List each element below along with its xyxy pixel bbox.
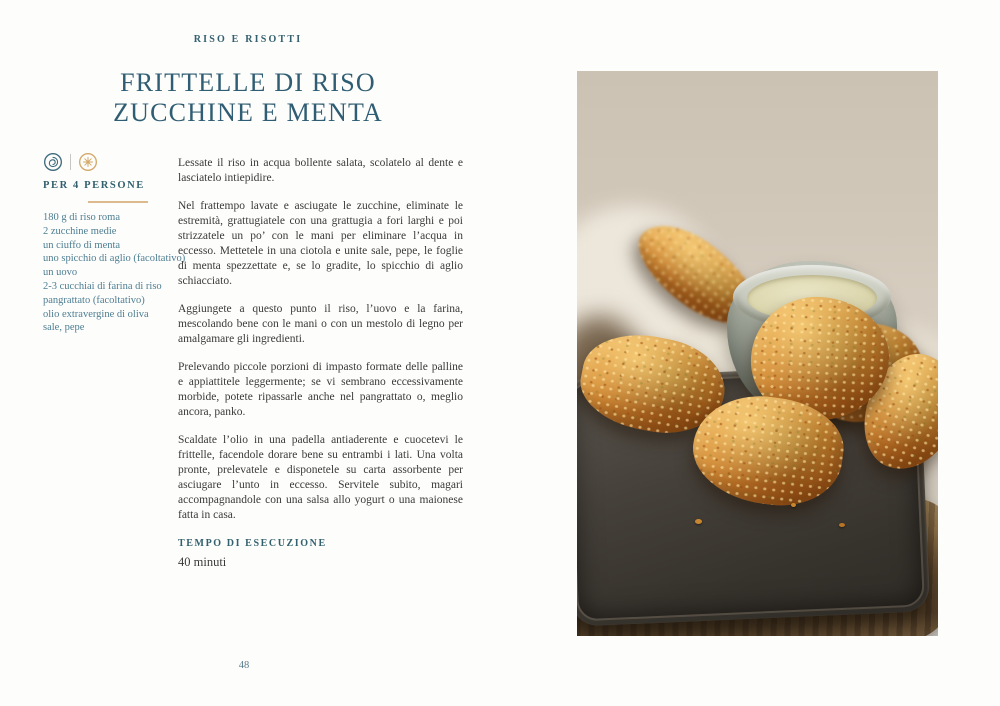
ingredient-item: 2 zucchine medie	[43, 225, 117, 237]
servings-label: PER 4 PERSONE	[43, 180, 145, 191]
ingredient-item: un uovo	[43, 267, 78, 279]
ingredient-sidebar	[43, 151, 193, 335]
crumb	[695, 519, 702, 524]
crumb	[839, 523, 845, 527]
ingredient-item: 2-3 cucchiai di farina di riso	[43, 280, 162, 292]
flower-badge-icon	[78, 152, 98, 172]
recipe-title-line1: FRITTELLE DI RISO	[120, 68, 376, 97]
recipe-title	[0, 68, 496, 128]
instruction-paragraph: Lessate il riso in acqua bollente salata, scolatelo al dente e lasciatelo intiepidire.	[178, 157, 463, 184]
instruction-paragraph: Nel frattempo lavate e asciugate le zucchine, eliminate le estremità, grattugiatele con una grattugia a fori larghi e poi strizzatele un po’ con le mani per eliminare l’acqua in eccesso. Mettetele in una ciotola e unite sale, pepe, le foglie di menta spezzettate e, se lo gradite, lo spicchio di aglio schiacciato.	[178, 200, 463, 287]
ingredient-item: un ciuffo di menta	[43, 239, 121, 251]
instruction-paragraph: Scaldate l’olio in una padella antiaderente e cuocetevi le frittelle, facendole dorare bene su entrambi i lati. Una volta pronte, prelevatele e disponetele su carta assorbente per asciugare l’unto in eccesso. Servitele subito, magari accompagnandole con una salsa allo yogurt o una maionese fatta in casa.	[178, 434, 463, 521]
crumb	[791, 503, 796, 507]
recipe-photo	[577, 71, 938, 636]
recipe-badges	[43, 151, 193, 173]
instruction-paragraph: Prelevando piccole porzioni di impasto formate delle palline e appiattitele leggermente; se vi sembrano eccessivamente morbide, potete ripassarle anche nel pangrattato o, meglio ancora, panko.	[178, 361, 463, 418]
badge-divider	[70, 154, 71, 170]
gold-divider	[88, 201, 148, 203]
ingredient-item: uno spicchio di aglio (facoltativo)	[43, 253, 186, 265]
ingredient-item: sale, pepe	[43, 322, 85, 334]
ingredient-item: 180 g di riso roma	[43, 212, 120, 223]
ingredient-list	[43, 211, 193, 335]
ingredient-item: olio extravergine di oliva	[43, 308, 149, 320]
instruction-paragraph: Aggiungete a questo punto il riso, l’uovo e la farina, mescolando bene con le mani o con un mestolo di legno per amalgamare gli ingredienti.	[178, 303, 463, 345]
time-value: 40 minuti	[178, 555, 227, 569]
recipe-instructions	[178, 156, 463, 570]
ingredient-item: pangrattato (facoltativo)	[43, 294, 145, 306]
time-label: TEMPO DI ESECUZIONE	[178, 538, 327, 549]
page-number: 48	[238, 660, 250, 671]
category-header: RISO E RISOTTI	[193, 34, 303, 45]
spiral-badge-icon	[43, 152, 63, 172]
recipe-title-line2: ZUCCHINE E MENTA	[113, 98, 383, 127]
